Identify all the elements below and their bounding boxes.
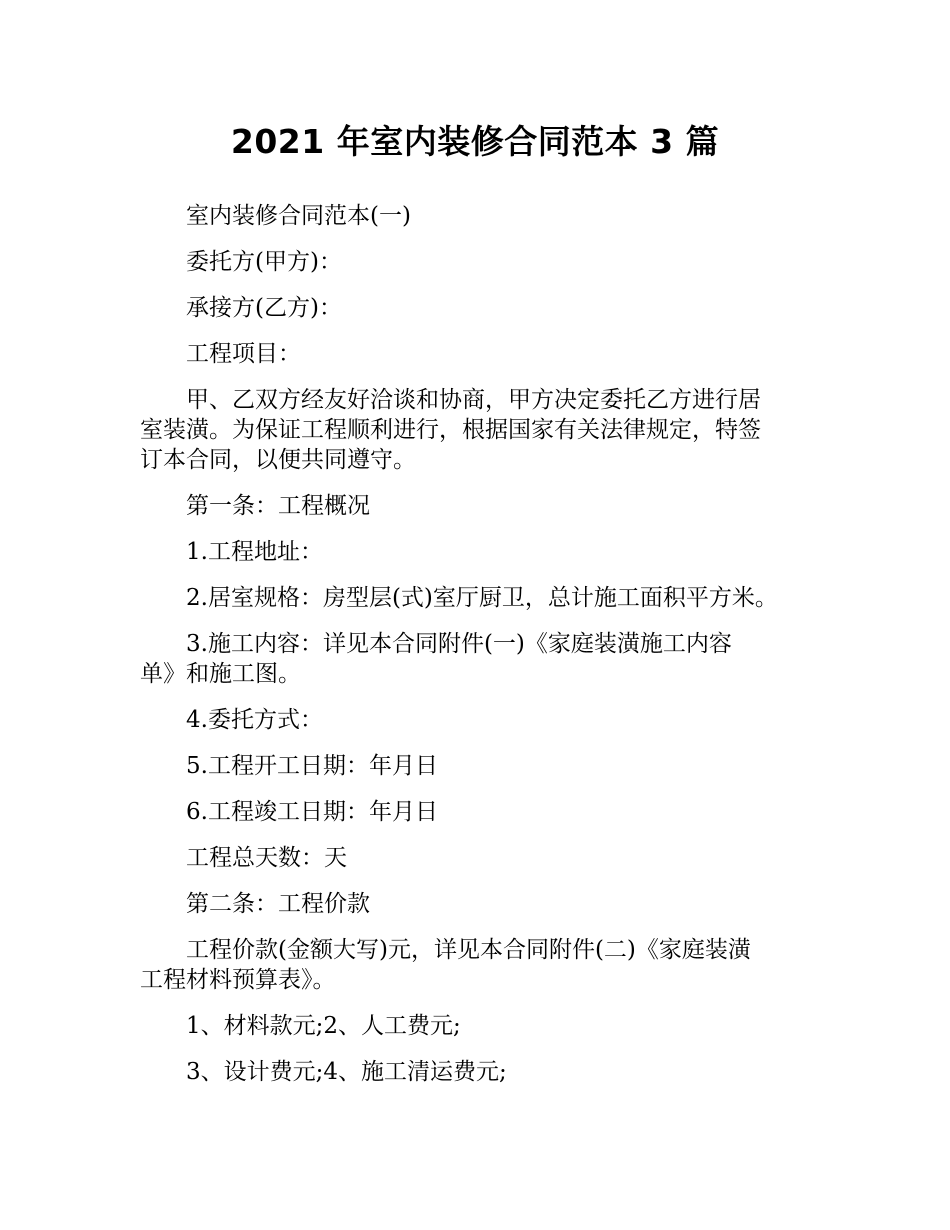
paragraph-line: 室装潢。为保证工程顺利进行，根据国家有关法律规定，特签 xyxy=(140,417,761,443)
paragraph-line: 1、材料款元;2、人工费元; xyxy=(186,1013,461,1039)
paragraph xyxy=(140,201,820,231)
paragraph xyxy=(140,1011,820,1041)
document-title: 2021 年室内装修合同范本 3 篇 xyxy=(230,122,720,161)
paragraph xyxy=(140,247,820,277)
paragraph-line: 工程项目： xyxy=(186,341,301,367)
paragraph-line: 3、设计费元;4、施工清运费元; xyxy=(186,1059,507,1085)
paragraph xyxy=(140,583,820,613)
paragraph xyxy=(140,537,820,567)
paragraph xyxy=(140,751,820,781)
paragraph-line: 5.工程开工日期：年月日 xyxy=(186,753,438,779)
paragraph xyxy=(140,293,820,323)
document-body xyxy=(140,201,820,1103)
paragraph-line: 工程价款(金额大写)元，详见本合同附件(二)《家庭装潢 xyxy=(186,937,751,963)
paragraph-line: 委托方(甲方)： xyxy=(186,249,342,275)
paragraph xyxy=(140,935,820,995)
paragraph-line: 1.工程地址： xyxy=(186,539,323,565)
paragraph-line: 室内装修合同范本(一) xyxy=(186,203,411,229)
paragraph xyxy=(140,889,820,919)
paragraph xyxy=(140,385,820,475)
paragraph-line: 工程材料预算表》。 xyxy=(140,967,336,993)
paragraph xyxy=(140,339,820,369)
paragraph xyxy=(140,843,820,873)
paragraph xyxy=(140,1057,820,1087)
paragraph-line: 承接方(乙方)： xyxy=(186,295,342,321)
paragraph-line: 3.施工内容：详见本合同附件(一)《家庭装潢施工内容 xyxy=(186,631,732,657)
paragraph-line: 第二条：工程价款 xyxy=(186,891,370,917)
paragraph xyxy=(140,629,820,689)
paragraph-line: 6.工程竣工日期：年月日 xyxy=(186,799,438,825)
paragraph xyxy=(140,705,820,735)
paragraph xyxy=(140,797,820,827)
paragraph-line: 甲、乙双方经友好洽谈和协商，甲方决定委托乙方进行居 xyxy=(186,387,761,413)
paragraph-line: 工程总天数：天 xyxy=(186,845,347,871)
paragraph-line: 4.委托方式： xyxy=(186,707,323,733)
paragraph-line: 订本合同，以便共同遵守。 xyxy=(140,447,416,473)
paragraph-line: 2.居室规格：房型层(式)室厅厨卫，总计施工面积平方米。 xyxy=(186,585,778,611)
paragraph xyxy=(140,491,820,521)
paragraph-line: 第一条：工程概况 xyxy=(186,493,370,519)
paragraph-line: 单》和施工图。 xyxy=(140,661,301,687)
